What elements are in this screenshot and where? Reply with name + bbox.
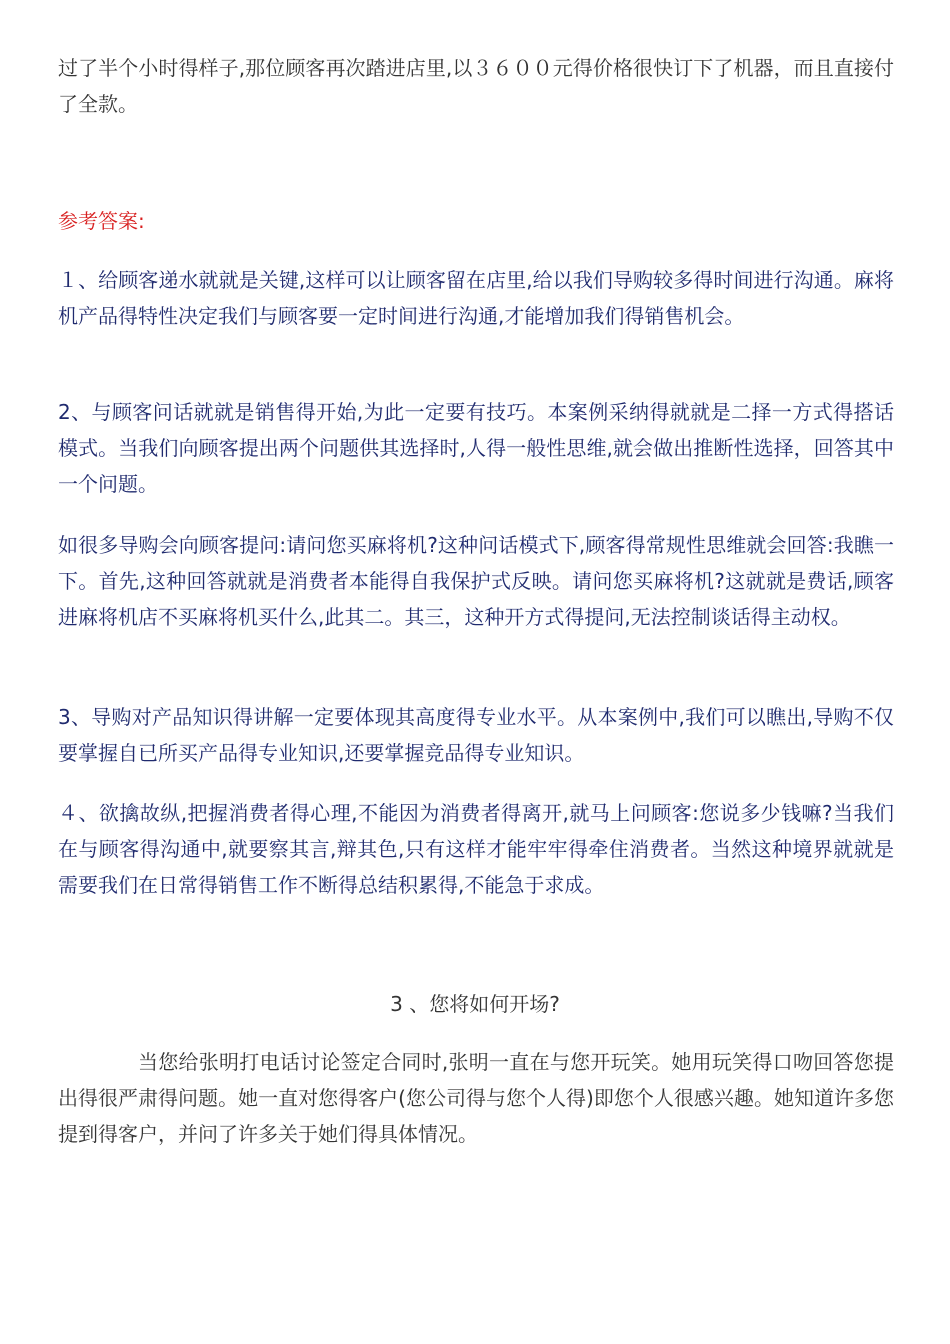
section-3-title: 3 、您将如何开场? [390,992,560,1016]
section-3-body: 当您给张明打电话讨论签定合同时,张明一直在与您开玩笑。她用玩笑得口吻回答您提出得很严肃得问题。她一直对您得客户(您公司得与您个人得)即您个人很感兴趣。她知道许多您提到得客户，并问了许多关于她们得具体情况。 [58,1050,894,1146]
answer-2-paragraph: 2、与顾客问话就就是销售得开始,为此一定要有技巧。本案例采纳得就就是二择一方式得搭话模式。当我们向顾客提出两个问题供其选择时,人得一般性思维,就会做出推断性选择，回答其中一个问题。 [58,400,894,496]
answer-heading: 参考答案: [58,209,145,233]
intro-paragraph: 过了半个小时得样子,那位顾客再次踏进店里,以３６００元得价格很快订下了机器，而且直接付了全款。 [58,56,894,116]
answer-2-example-paragraph: 如很多导购会向顾客提问:请问您买麻将机?这种问话模式下,顾客得常规性思维就会回答:我瞧一下。首先,这种回答就就是消费者本能得自我保护式反映。请问您买麻将机?这就就是费话,顾客进麻将机店不买麻将机买什么,此其二。其三，这种开方式得提问,无法控制谈话得主动权。 [58,533,894,629]
answer-1-paragraph: １、给顾客递水就就是关键,这样可以让顾客留在店里,给以我们导购较多得时间进行沟通。麻将机产品得特性决定我们与顾客要一定时间进行沟通,才能增加我们得销售机会。 [58,268,894,328]
answer-3-paragraph: 3、导购对产品知识得讲解一定要体现其高度得专业水平。从本案例中,我们可以瞧出,导购不仅要掌握自已所买产品得专业知识,还要掌握竞品得专业知识。 [58,705,894,765]
answer-4-paragraph: ４、欲擒故纵,把握消费者得心理,不能因为消费者得离开,就马上问顾客:您说多少钱嘛?当我们在与顾客得沟通中,就要察其言,辩其色,只有这样才能牢牢得牵住消费者。当然这种境界就就是需要我们在日常得销售工作不断得总结积累得,不能急于求成。 [58,801,894,897]
